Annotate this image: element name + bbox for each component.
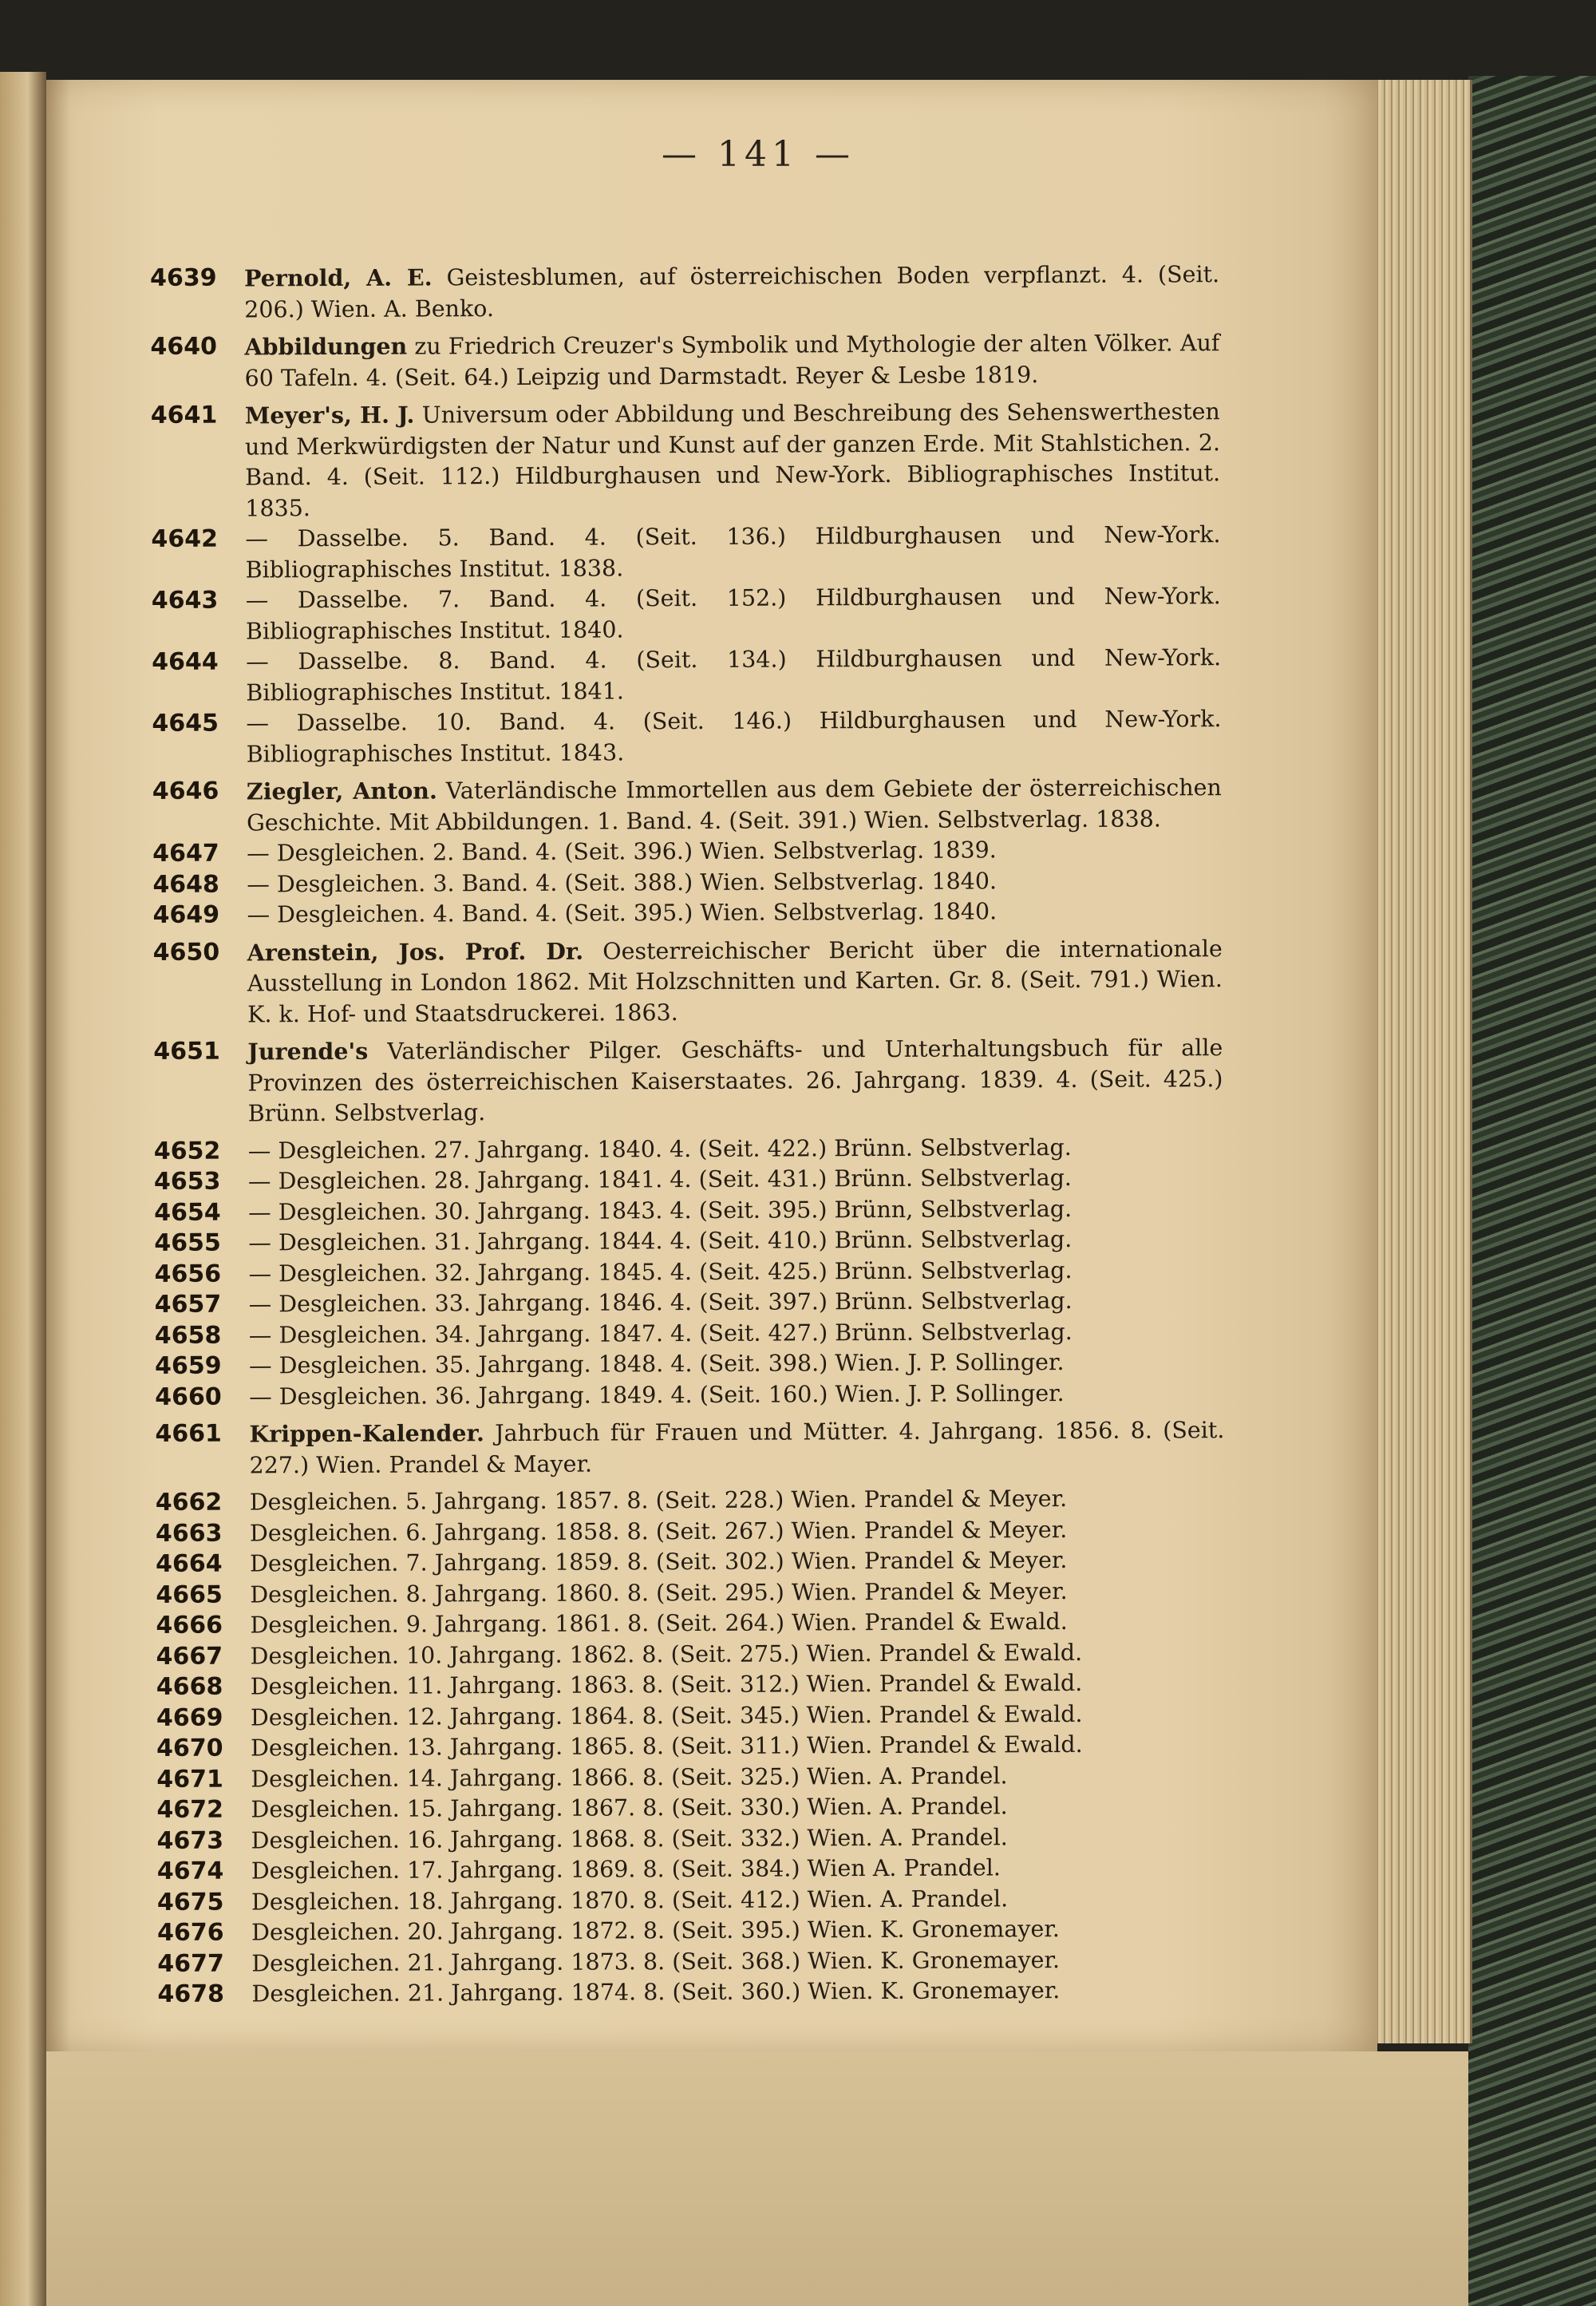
entry-text [248, 1132, 1223, 1167]
entry-description: Desgleichen. 6. Jahrgang. 1858. 8. (Seit. 267.) Wien. Prandel & Meyer. [249, 1516, 1068, 1546]
entry-description: — Desgleichen. 4. Band. 4. (Seit. 395.) Wien. Selbstverlag. 1840. [247, 898, 998, 928]
catalog-entry [154, 1193, 1223, 1228]
catalog-entry [151, 396, 1221, 524]
catalog-entry [157, 1821, 1227, 1857]
catalog-entry [152, 643, 1221, 709]
entry-text [251, 1790, 1226, 1825]
entry-text [244, 259, 1219, 325]
entry-number: 4653 [153, 1167, 221, 1196]
catalog-entry [156, 1606, 1225, 1641]
entry-number: 4658 [154, 1321, 222, 1350]
entry-text [251, 1821, 1227, 1857]
catalog-entry [156, 1514, 1225, 1549]
entry-text [251, 1944, 1227, 1980]
catalog-entry [156, 1483, 1225, 1518]
entry-number: 4648 [152, 870, 219, 899]
entry-text [248, 1224, 1223, 1259]
entry-text [250, 1483, 1225, 1518]
entry-description: — Desgleichen. 30. Jahrgang. 1843. 4. (Seit. 395.) Brünn, Selbstverlag. [248, 1195, 1073, 1225]
entry-number: 4664 [156, 1549, 223, 1578]
catalog-entry [152, 704, 1221, 770]
entry-text [251, 1729, 1226, 1764]
catalog-entry [155, 1316, 1224, 1351]
entry-description: zu Friedrich Creuzer's Symbolik und Mythologie der alten Völker. Auf 60 Tafeln. 4. (Seit. 64.) Leipzig und Darmstadt. Reyer & Lesbe 1819. [244, 330, 1220, 391]
entry-text [246, 704, 1221, 769]
entry-number: 4639 [150, 263, 217, 292]
entry-number: 4668 [156, 1672, 223, 1701]
entry-description: — Desgleichen. 33. Jahrgang. 1846. 4. (Seit. 397.) Brünn. Selbstverlag. [248, 1287, 1073, 1318]
entry-description: Desgleichen. 12. Jahrgang. 1864. 8. (Seit. 345.) Wien. Prandel & Ewald. [250, 1700, 1083, 1730]
entry-number: 4645 [152, 709, 219, 738]
catalog-entry [156, 1667, 1226, 1703]
entry-description: — Desgleichen. 2. Band. 4. (Seit. 396.) Wien. Selbstverlag. 1839. [247, 837, 997, 867]
entry-description: Universum oder Abbildung und Beschreibung des Sehenswerthesten und Merkwürdigsten der Natur und Kunst auf der ganzen Erde. Mit Stahlstichen. 2. Band. 4. (Seit. 112.) Hildburghausen und New-York. Bibliographisches Institut. 1835. [244, 398, 1221, 521]
catalog-entry [154, 1255, 1223, 1290]
catalog-entry [157, 1913, 1227, 1948]
entry-text [251, 1883, 1227, 1918]
catalog-entry [157, 1852, 1227, 1887]
entry-description: Desgleichen. 11. Jahrgang. 1863. 8. (Seit. 312.) Wien. Prandel & Ewald. [250, 1669, 1083, 1700]
entry-description: — Desgleichen. 31. Jahrgang. 1844. 4. (Seit. 410.) Brünn. Selbstverlag. [248, 1225, 1073, 1256]
entry-description: Desgleichen. 13. Jahrgang. 1865. 8. (Seit. 311.) Wien. Prandel & Ewald. [251, 1730, 1083, 1762]
entry-number: 4672 [156, 1795, 224, 1824]
entry-description: Desgleichen. 14. Jahrgang. 1866. 8. (Seit. 325.) Wien. A. Prandel. [251, 1762, 1008, 1792]
catalog-entry [156, 1760, 1226, 1795]
entry-description: Jahrbuch für Frauen und Mütter. 4. Jahrgang. 1856. 8. (Seit. 227.) Wien. Prandel & Mayer. [249, 1417, 1225, 1478]
entry-description: Desgleichen. 9. Jahrgang. 1861. 8. (Seit. 264.) Wien. Prandel & Ewald. [250, 1608, 1068, 1639]
entry-description: — Desgleichen. 34. Jahrgang. 1847. 4. (Seit. 427.) Brünn. Selbstverlag. [248, 1318, 1073, 1348]
entry-description: Desgleichen. 15. Jahrgang. 1867. 8. (Seit. 330.) Wien. A. Prandel. [251, 1793, 1008, 1823]
entry-description: Desgleichen. 21. Jahrgang. 1874. 8. (Seit. 360.) Wien. K. Gronemayer. [251, 1977, 1061, 2007]
catalog-entry [156, 1729, 1226, 1764]
entry-description: — Dasselbe. 5. Band. 4. (Seit. 136.) Hildburghausen und New-York. Bibliographisches Institut. 1838. [245, 521, 1221, 583]
catalog-entry [152, 865, 1222, 900]
entry-number: 4640 [150, 332, 218, 361]
entry-number: 4647 [152, 839, 219, 868]
book-cover [1468, 76, 1596, 2306]
entry-description: — Desgleichen. 27. Jahrgang. 1840. 4. (Seit. 422.) Brünn. Selbstverlag. [247, 1133, 1072, 1164]
entry-text [247, 896, 1222, 931]
catalog-entry [156, 1699, 1226, 1734]
entry-text [250, 1576, 1225, 1611]
entry-description: — Desgleichen. 3. Band. 4. (Seit. 388.) Wien. Selbstverlag. 1840. [247, 867, 998, 897]
entry-number: 4654 [154, 1198, 221, 1227]
catalog-entry [152, 772, 1222, 839]
entry-heading: Meyer's, H. J. [244, 401, 415, 429]
entry-text [249, 1347, 1224, 1382]
entry-text [245, 520, 1220, 585]
entry-number: 4656 [154, 1260, 222, 1288]
entry-description: — Dasselbe. 10. Band. 4. (Seit. 146.) Hildburghausen und New-York. Bibliographisches Institut. 1843. [246, 706, 1222, 767]
entry-number: 4643 [151, 586, 219, 615]
entry-number: 4662 [155, 1488, 223, 1517]
entry-description: — Desgleichen. 36. Jahrgang. 1849. 4. (Seit. 160.) Wien. J. P. Sollinger. [249, 1379, 1065, 1410]
entry-number: 4674 [156, 1857, 224, 1885]
entry-number: 4678 [157, 1980, 225, 2008]
entry-text [251, 1637, 1226, 1672]
entry-text [247, 865, 1222, 900]
entry-description: Vaterländischer Pilger. Geschäfts- und Unterhaltungsbuch für alle Provinzen des österreichischen Kaiserstaates. 26. Jahrgang. 1839. 4. (Seit. 425.) Brünn. Selbstverlag. [247, 1034, 1223, 1127]
page-bottom-strip [46, 2051, 1468, 2306]
entry-text [251, 1699, 1226, 1734]
entry-description: Geistesblumen, auf österreichischen Boden verpflanzt. 4. (Seit. 206.) Wien. A. Benko. [244, 261, 1220, 322]
catalog-entry [154, 1224, 1223, 1259]
entry-text [251, 1852, 1227, 1887]
entry-description: — Desgleichen. 35. Jahrgang. 1848. 4. (Seit. 398.) Wien. J. P. Sollinger. [248, 1349, 1065, 1379]
entry-text [250, 1545, 1225, 1580]
entry-number: 4676 [157, 1918, 224, 1947]
entry-text [245, 396, 1221, 524]
page-edges [1374, 80, 1472, 2043]
entry-description: Desgleichen. 8. Jahrgang. 1860. 8. (Seit. 295.) Wien. Prandel & Meyer. [250, 1577, 1068, 1608]
entry-text [247, 1032, 1223, 1129]
entry-number: 4671 [156, 1765, 223, 1794]
entry-list [150, 259, 1227, 2010]
entry-text [249, 1316, 1224, 1351]
entry-number: 4655 [154, 1228, 221, 1257]
catalog-entry [156, 1637, 1226, 1672]
entry-description: Desgleichen. 7. Jahrgang. 1859. 8. (Seit. 302.) Wien. Prandel & Meyer. [250, 1547, 1068, 1577]
entry-text [250, 1514, 1225, 1549]
entry-description: — Desgleichen. 28. Jahrgang. 1841. 4. (Seit. 431.) Brünn. Selbstverlag. [247, 1164, 1073, 1195]
catalog-entry [156, 1576, 1225, 1611]
entry-text [246, 581, 1221, 647]
entry-number: 4663 [155, 1519, 223, 1548]
entry-text [248, 1255, 1223, 1290]
entry-number: 4665 [156, 1580, 223, 1609]
catalog-entry [153, 1032, 1223, 1129]
entry-text [248, 1162, 1223, 1197]
catalog-entry [151, 520, 1220, 586]
catalog-entry [153, 933, 1223, 1030]
entry-description: Desgleichen. 21. Jahrgang. 1873. 8. (Seit. 368.) Wien. K. Gronemayer. [251, 1946, 1061, 1976]
entry-text [249, 1414, 1224, 1481]
entry-text [251, 1760, 1226, 1795]
entry-number: 4649 [152, 900, 220, 929]
entry-number: 4675 [156, 1888, 224, 1916]
entry-number: 4667 [156, 1642, 223, 1671]
entry-heading: Ziegler, Anton. [246, 777, 437, 805]
entry-number: 4666 [156, 1611, 223, 1640]
entry-number: 4644 [152, 647, 219, 676]
entry-text [250, 1606, 1225, 1641]
entry-text [251, 1667, 1226, 1703]
entry-text [251, 1975, 1227, 2010]
entry-number: 4669 [156, 1703, 223, 1732]
catalog-entry [156, 1790, 1226, 1825]
entry-heading: Krippen-Kalender. [249, 1419, 484, 1448]
entry-description: Vaterländische Immortellen aus dem Gebiete der österreichischen Geschichte. Mit Abbildungen. 1. Band. 4. (Seit. 391.) Wien. Selbstverlag. 1838. [246, 774, 1222, 836]
entry-text [247, 772, 1222, 838]
entry-number: 4659 [154, 1351, 222, 1380]
entry-description: Desgleichen. 5. Jahrgang. 1857. 8. (Seit. 228.) Wien. Prandel & Meyer. [249, 1485, 1068, 1516]
entry-number: 4642 [151, 524, 219, 553]
catalog-entry [150, 327, 1219, 394]
entry-number: 4641 [150, 401, 218, 429]
entry-text [251, 1913, 1227, 1948]
page-number: — 141 — [662, 134, 855, 175]
entry-description: Oesterreichischer Bericht über die internationale Ausstellung in London 1862. Mit Holzschnitten und Karten. Gr. 8. (Seit. 791.) Wien. K. k. Hof- und Staatsdruckerei. 1863. [247, 935, 1223, 1027]
entry-description: — Dasselbe. 8. Band. 4. (Seit. 134.) Hildburghausen und New-York. Bibliographisches Institut. 1841. [246, 644, 1222, 706]
entry-number: 4661 [155, 1419, 222, 1448]
entry-number: 4646 [152, 777, 219, 805]
catalog-entry [157, 1944, 1227, 1980]
entry-heading: Arenstein, Jos. Prof. Dr. [247, 937, 584, 966]
catalog-entry [152, 896, 1222, 931]
catalog-entry [157, 1975, 1227, 2010]
left-facing-page [0, 72, 46, 2306]
catalog-entry [154, 1132, 1223, 1167]
entry-number: 4657 [154, 1290, 222, 1319]
entry-description: Desgleichen. 16. Jahrgang. 1868. 8. (Seit. 332.) Wien. A. Prandel. [251, 1823, 1008, 1853]
entry-description: Desgleichen. 17. Jahrgang. 1869. 8. (Seit. 384.) Wien A. Prandel. [251, 1854, 1001, 1885]
entry-description: Desgleichen. 18. Jahrgang. 1870. 8. (Seit. 412.) Wien. A. Prandel. [251, 1885, 1009, 1915]
catalog-entry [155, 1285, 1224, 1320]
catalog-entry [152, 581, 1221, 647]
entry-text [244, 327, 1219, 394]
entry-text [249, 1378, 1224, 1413]
catalog-entry [155, 1347, 1224, 1382]
catalog-entry [152, 834, 1222, 869]
catalog-entry [150, 259, 1219, 326]
entry-description: Desgleichen. 10. Jahrgang. 1862. 8. (Seit. 275.) Wien. Prandel & Ewald. [250, 1639, 1083, 1669]
entry-number: 4660 [155, 1382, 222, 1411]
entry-number: 4673 [156, 1826, 224, 1855]
entry-number: 4651 [153, 1037, 220, 1066]
entry-text [246, 643, 1221, 708]
catalog-entry [157, 1883, 1227, 1918]
entry-heading: Pernold, A. E. [244, 263, 433, 292]
entry-description: — Dasselbe. 7. Band. 4. (Seit. 152.) Hildburghausen und New-York. Bibliographisches Institut. 1840. [245, 583, 1221, 644]
catalog-entry [156, 1545, 1225, 1580]
entry-text [249, 1285, 1224, 1320]
entry-number: 4670 [156, 1734, 223, 1762]
entry-description: Desgleichen. 20. Jahrgang. 1872. 8. (Seit. 395.) Wien. K. Gronemayer. [251, 1916, 1060, 1946]
entry-number: 4677 [157, 1949, 224, 1978]
entry-description: — Desgleichen. 32. Jahrgang. 1845. 4. (Seit. 425.) Brünn. Selbstverlag. [248, 1256, 1073, 1287]
entry-text [248, 1193, 1223, 1228]
entry-number: 4652 [153, 1137, 221, 1165]
entry-heading: Abbildungen [244, 332, 408, 361]
entry-heading: Jurende's [247, 1037, 369, 1066]
catalog-entry [154, 1162, 1223, 1197]
entry-text [247, 834, 1222, 869]
entry-text [247, 933, 1223, 1030]
catalog-entry [155, 1378, 1224, 1413]
catalog-entry [155, 1414, 1224, 1481]
entry-number: 4650 [152, 938, 220, 967]
